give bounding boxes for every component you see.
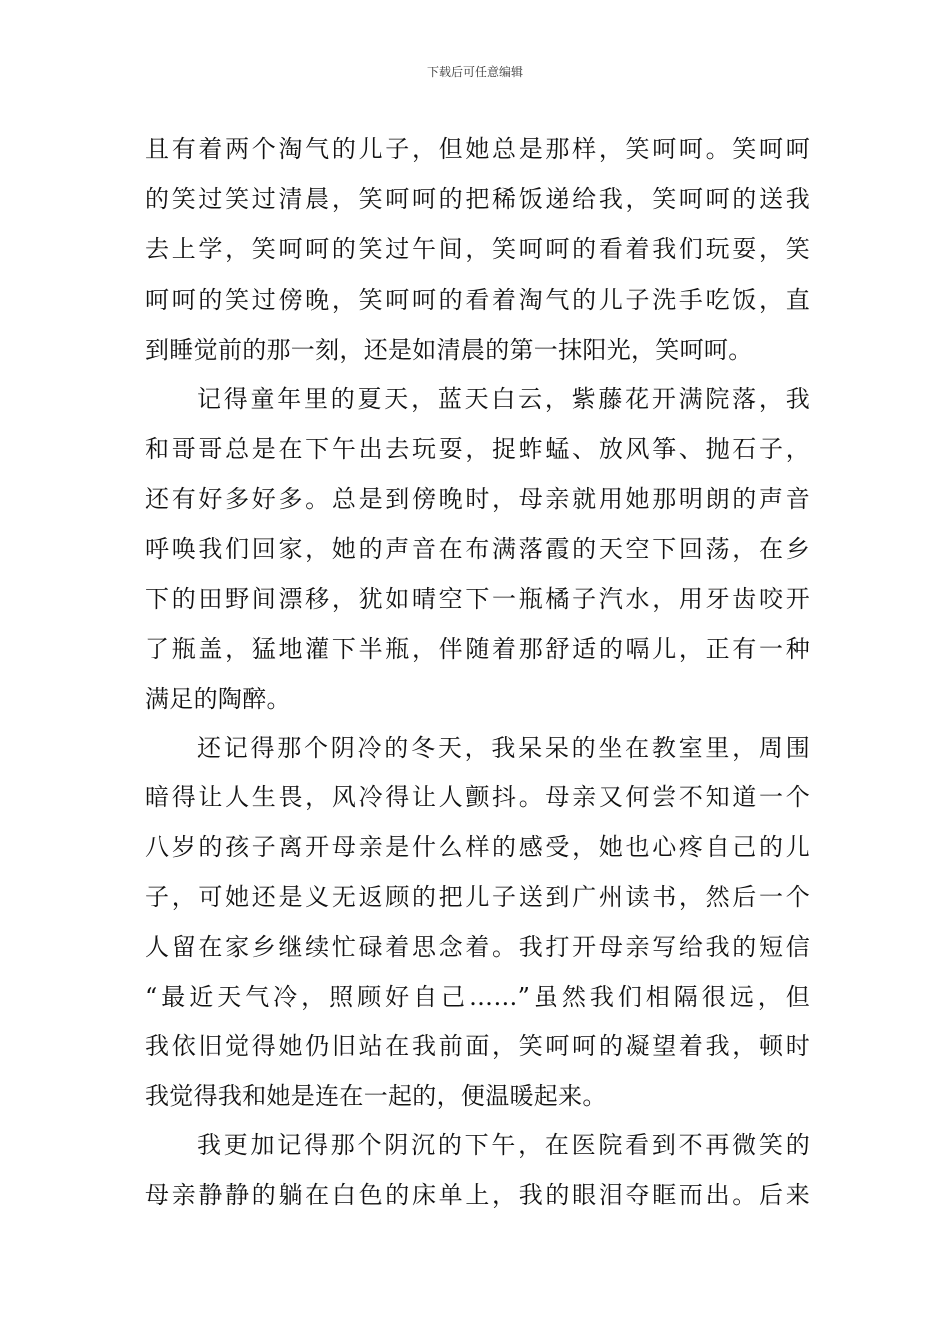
text-line: 人留在家乡继续忙碌着思念着。我打开母亲写给我的短信 [145, 933, 810, 961]
text-line: 了瓶盖，猛地灌下半瓶，伴随着那舒适的嗝儿，正有一种 [145, 635, 810, 663]
text-line: 子，可她还是义无返顾的把儿子送到广州读书，然后一个 [145, 883, 810, 911]
text-line: 满足的陶醉。 [145, 685, 291, 713]
text-line: 母亲静静的躺在白色的床单上，我的眼泪夺眶而出。后来 [145, 1181, 810, 1209]
page-header: 下载后可任意编辑 [426, 65, 523, 79]
text-line: 还有好多好多。总是到傍晚时，母亲就用她那明朗的声音 [145, 485, 810, 513]
text-line: 去上学，笑呵呵的笑过午间，笑呵呵的看着我们玩耍，笑 [145, 235, 810, 263]
text-line: 呵呵的笑过傍晚，笑呵呵的看着淘气的儿子洗手吃饭，直 [145, 286, 810, 314]
text-line: 且有着两个淘气的儿子，但她总是那样，笑呵呵。笑呵呵 [145, 135, 810, 163]
text-line: 八岁的孩子离开母亲是什么样的感受，她也心疼自己的儿 [145, 833, 810, 861]
text-line: 到睡觉前的那一刻，还是如清晨的第一抹阳光，笑呵呵。 [145, 336, 753, 364]
paragraph-first-line: 还记得那个阴冷的冬天，我呆呆的坐在教室里，周围 [197, 734, 810, 762]
text-line: 我觉得我和她是连在一起的，便温暖起来。 [145, 1082, 607, 1110]
text-line: 呼唤我们回家，她的声音在布满落霞的天空下回荡，在乡 [145, 535, 810, 563]
paragraph-first-line: 记得童年里的夏天，蓝天白云，紫藤花开满院落，我 [197, 385, 810, 413]
text-line: 暗得让人生畏，风冷得让人颤抖。母亲又何尝不知道一个 [145, 783, 810, 811]
text-line: 的笑过笑过清晨，笑呵呵的把稀饭递给我，笑呵呵的送我 [145, 185, 810, 213]
text-line: “最近天气冷，照顾好自己……”虽然我们相隔很远，但 [145, 983, 810, 1011]
text-line: 我依旧觉得她仍旧站在我前面，笑呵呵的凝望着我，顿时 [145, 1032, 810, 1060]
text-line: 和哥哥总是在下午出去玩耍，捉蚱蜢、放风筝、抛石子， [145, 435, 810, 463]
text-line: 下的田野间漂移，犹如晴空下一瓶橘子汽水，用牙齿咬开 [145, 585, 810, 613]
paragraph-first-line: 我更加记得那个阴沉的下午，在医院看到不再微笑的 [197, 1131, 810, 1159]
